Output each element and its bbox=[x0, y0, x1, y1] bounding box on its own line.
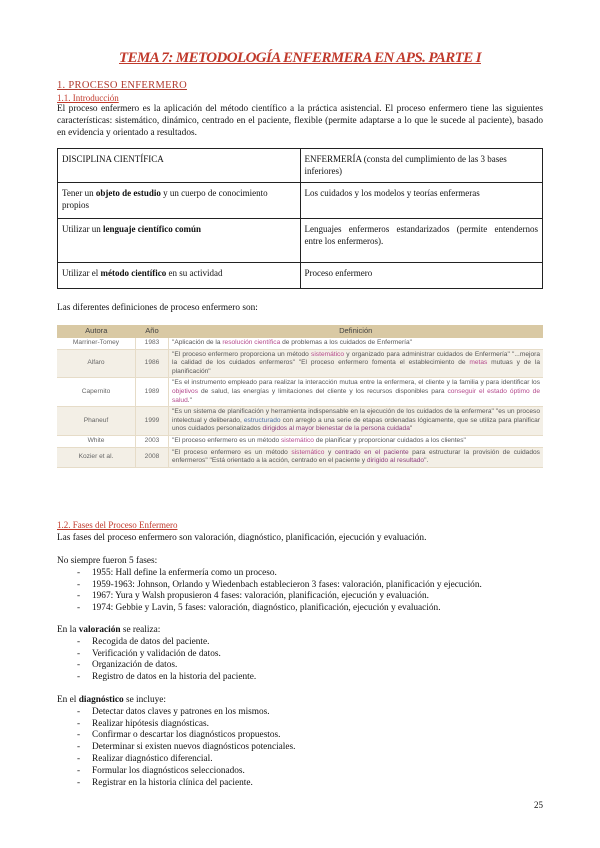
list-item: - Realizar diagnóstico diferencial. bbox=[57, 754, 295, 766]
cell-definicion bbox=[169, 338, 544, 349]
table-cell: ENFERMERÍA (consta del cumplimiento de las 3 bases inferiores) bbox=[300, 149, 543, 183]
def-text: "El proceso enfermero es un método bbox=[172, 436, 281, 444]
subsection-heading-fases: 1.2. Fases del Proceso Enfermero bbox=[57, 520, 178, 530]
list-lead bbox=[57, 695, 295, 707]
cell-autor: Capernito bbox=[57, 378, 136, 407]
def-text: "Aplicación de la bbox=[172, 339, 223, 346]
table-cell bbox=[58, 263, 301, 289]
history-list bbox=[57, 556, 482, 615]
def-highlight: centrado en el paciente bbox=[334, 448, 409, 456]
table-cell: Proceso enfermero bbox=[300, 263, 543, 289]
table-cell: DISCIPLINA CIENTÍFICA bbox=[58, 149, 301, 183]
list-item: - Organización de datos. bbox=[57, 660, 256, 672]
cell-anio: 1983 bbox=[136, 338, 169, 349]
cell-bold-text: lenguaje científico común bbox=[103, 224, 201, 234]
concept-table bbox=[57, 148, 543, 289]
list-item: - 1959-1963: Johnson, Orlando y Wiedenbach establecieron 3 fases: valoración, planificación y ejecución. bbox=[57, 580, 482, 592]
definitions-table bbox=[57, 325, 543, 468]
def-text: "Es el instrumento empleado para realizar la interacción mutua entre la enfermera, el cliente y la familia y para identificar los bbox=[172, 379, 540, 387]
table-header-row bbox=[57, 325, 543, 338]
cell-anio: 2008 bbox=[136, 447, 169, 467]
list-item: - 1974: Gebbie y Lavin, 5 fases: valoración, diagnóstico, planificación, ejecución y evaluación. bbox=[57, 603, 482, 615]
def-highlight: estructurado bbox=[243, 416, 281, 424]
cell-autor: Phaneuf bbox=[57, 407, 136, 436]
def-highlight: objetivos bbox=[172, 387, 199, 395]
list-item: - 1967: Yura y Walsh propusieron 4 fases: valoración, planificación, ejecución y evaluación. bbox=[57, 591, 482, 603]
table-row bbox=[57, 435, 543, 447]
cell-anio: 2003 bbox=[136, 435, 169, 447]
table-row bbox=[58, 219, 543, 263]
list-lead: No siempre fueron 5 fases: bbox=[57, 556, 158, 566]
lead-text: En el bbox=[57, 695, 79, 705]
def-highlight: metas bbox=[469, 359, 488, 367]
table-cell: Lenguajes enfermeros estandarizados (permite entendernos entre los enfermeros). bbox=[300, 219, 543, 263]
def-text: y organizado para administrar cuidados de Enfermería" "...mejora la calidad de los cuidados enfermeros" "El proceso enfermero fomenta el establecimiento de bbox=[172, 350, 540, 367]
page-number: 25 bbox=[534, 800, 543, 810]
def-text: "El proceso enfermero es un método bbox=[172, 448, 292, 456]
cell-definicion bbox=[169, 378, 544, 407]
column-header-autora: Autora bbox=[57, 325, 136, 338]
def-text: "El proceso enfermero proporciona un método bbox=[172, 350, 312, 358]
list-item: - Recogida de datos del paciente. bbox=[57, 637, 256, 649]
table-row bbox=[57, 378, 543, 407]
cell-bold-text: objeto de estudio bbox=[95, 188, 161, 198]
intro-paragraph: El proceso enfermero es la aplicación del método científico a la práctica asistencial. El proceso enfermero tiene las siguientes características: sistemático, dinámico, centrado en el paciente, flexible (permite adaptarse a lo que le sucede al paciente), basado en evidencia y orientado a resultados. bbox=[57, 104, 543, 139]
def-text: y bbox=[324, 448, 335, 456]
column-header-anio: Año bbox=[136, 325, 169, 338]
def-highlight: dirigido al resultado bbox=[366, 457, 425, 465]
cell-definicion bbox=[169, 407, 544, 436]
list-item: - Confirmar o descartar los diagnósticos propuestos. bbox=[57, 730, 295, 742]
cell-anio: 1999 bbox=[136, 407, 169, 436]
table-row bbox=[57, 338, 543, 349]
table-row bbox=[58, 183, 543, 219]
list-item: - Registrar en la historia clínica del paciente. bbox=[57, 778, 295, 790]
definitions-intro: Las diferentes definiciones de proceso enfermero son: bbox=[57, 303, 258, 313]
def-text: "Es un sistema de planificación y herramienta indispensable en la ejecución de los cuidados de la enfermera" "es un proceso intelectual y deliberado, bbox=[172, 408, 540, 424]
lead-text: se incluye: bbox=[123, 695, 166, 705]
table-row bbox=[58, 263, 543, 289]
def-text: mutuas y de la planificación" bbox=[172, 359, 540, 375]
def-text: para estructurar la provisión de cuidados enfermeros" "Está orientado a la acción, centrado en el paciente y bbox=[172, 448, 540, 465]
table-row bbox=[57, 349, 543, 378]
lead-bold: valoración bbox=[78, 625, 121, 635]
cell-autor: Kozier et al. bbox=[57, 447, 136, 467]
page-title: TEMA 7: METODOLOGÍA ENFERMERA EN APS. PARTE I bbox=[119, 50, 481, 66]
list-lead bbox=[57, 625, 256, 637]
def-highlight: sistemático bbox=[311, 350, 345, 358]
cell-autor: Alfaro bbox=[57, 349, 136, 378]
list-item: - Verificación y validación de datos. bbox=[57, 649, 256, 661]
cell-text: Utilizar el bbox=[62, 268, 101, 278]
list-item: - Determinar si existen nuevos diagnósticos potenciales. bbox=[57, 742, 295, 754]
def-highlight: conseguir el estado óptimo de salud bbox=[172, 387, 541, 404]
section-heading: 1. PROCESO ENFERMERO bbox=[57, 80, 187, 91]
def-highlight: sistemático bbox=[291, 448, 325, 456]
cell-text: en su actividad bbox=[166, 268, 223, 278]
table-cell bbox=[58, 219, 301, 263]
cell-bold-text: método científico bbox=[100, 268, 167, 278]
def-text: de planificar y proporcionar cuidados a los clientes" bbox=[313, 436, 466, 444]
def-text: ." bbox=[187, 396, 192, 404]
def-text: de salud, las energías y limitaciones del cliente y los recursos disponibles para bbox=[198, 387, 448, 395]
cell-anio: 1986 bbox=[136, 349, 169, 378]
cell-anio: 1989 bbox=[136, 378, 169, 407]
list-item: - Registro de datos en la historia del paciente. bbox=[57, 672, 256, 684]
def-text: " bbox=[409, 425, 413, 433]
def-text: de problemas a los cuidados de Enfermería" bbox=[280, 339, 413, 346]
cell-text: Utilizar un bbox=[62, 224, 103, 234]
def-highlight: resolución científica bbox=[222, 339, 281, 346]
cell-autor: Marriner-Tomey bbox=[57, 338, 136, 349]
def-highlight: sistemático bbox=[281, 436, 314, 444]
def-text: con arreglo a una serie de etapas ordenadas lógicamente, que se utiliza para planificar unos cuidados personalizados bbox=[172, 416, 540, 433]
def-highlight: dirigidos al mayor bienestar de la persona cuidada bbox=[262, 425, 410, 433]
cell-text: Tener un bbox=[62, 188, 96, 198]
list-item: - Detectar datos claves y patrones en los mismos. bbox=[57, 707, 295, 719]
list-item: - Formular los diagnósticos seleccionados. bbox=[57, 766, 295, 778]
lead-text: se realiza: bbox=[120, 625, 161, 635]
cell-definicion bbox=[169, 349, 544, 378]
cell-definicion bbox=[169, 435, 544, 447]
cell-definicion bbox=[169, 447, 544, 467]
table-cell: Los cuidados y los modelos y teorías enfermeras bbox=[300, 183, 543, 219]
table-row bbox=[57, 407, 543, 436]
subsection-heading-intro: 1.1. Introducción bbox=[57, 93, 119, 103]
lead-text: En la bbox=[57, 625, 79, 635]
diagnostico-list bbox=[57, 695, 295, 789]
column-header-definicion: Definición bbox=[169, 325, 544, 338]
valoracion-list bbox=[57, 625, 256, 684]
cell-autor: White bbox=[57, 435, 136, 447]
phases-paragraph: Las fases del proceso enfermero son valoración, diagnóstico, planificación, ejecución y evaluación. bbox=[57, 533, 427, 543]
table-cell bbox=[58, 183, 301, 219]
def-text: ". bbox=[424, 457, 429, 465]
table-row bbox=[57, 447, 543, 467]
list-item: - 1955: Hall define la enfermería como un proceso. bbox=[57, 568, 482, 580]
list-item: - Realizar hipótesis diagnósticas. bbox=[57, 719, 295, 731]
lead-bold: diagnóstico bbox=[78, 695, 124, 705]
table-row bbox=[58, 149, 543, 183]
cell-text: y un cuerpo de conocimiento propios bbox=[62, 188, 268, 210]
